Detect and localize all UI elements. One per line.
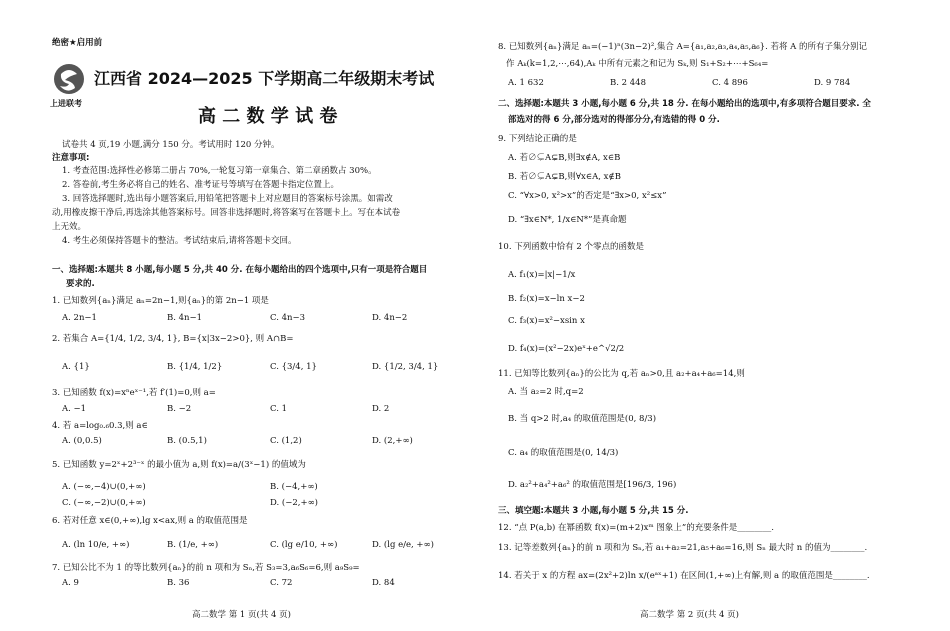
q14-stem: 14. 若关于 x 的方程 ax=(2x²+2)ln x/(eᵃˣ+1) 在区间(1,+∞)上有解,则 a 的取值范围是________. (498, 571, 870, 581)
q2-option-a: A. {1} (62, 362, 90, 372)
section-1-heading: 一、选择题:本题共 8 小题,每小题 5 分,共 40 分. 在每小题给出的四个选项中,只有一项是符合题目 (52, 265, 428, 275)
section-1-heading-cont: 要求的. (66, 279, 95, 289)
q6-option-a: A. (ln 10/e, +∞) (62, 540, 130, 550)
notice-1: 1. 考查范围:选择性必修第二册占 70%,一轮复习第一章集合、第二章函数占 30%。 (62, 166, 377, 176)
notice-3a: 3. 回答选择题时,选出每小题答案后,用铅笔把答题卡上对应题目的答案标号涂黑。如需改 (62, 194, 393, 204)
notice-4: 4. 考生必须保持答题卡的整洁。考试结束后,请将答题卡交回。 (62, 236, 297, 246)
secret-label: 绝密★启用前 (52, 38, 103, 48)
q7-stem: 7. 已知公比不为 1 的等比数列{aₙ}的前 n 项和为 Sₙ,若 S₃=3,a₆S₆=6,则 a₉S₉= (52, 563, 360, 573)
q10-option-c: C. f₃(x)=x²−xsin x (508, 316, 585, 326)
q11-option-a: A. 当 a₂=2 时,q=2 (508, 387, 584, 397)
q1-stem: 1. 已知数列{aₙ}满足 aₙ=2n−1,则{aₙ}的第 2n−1 项是 (52, 296, 269, 306)
q1-option-b: B. 4n−1 (167, 313, 203, 323)
q9-option-a: A. 若∅⊊A⊊B,则∃x∉A, x∈B (508, 153, 621, 163)
exam-info: 试卷共 4 页,19 小题,满分 150 分。考试用时 120 分钟。 (62, 140, 280, 150)
q11-option-d: D. a₂²+a₄²+a₆² 的取值范围是[196/3, 196) (508, 480, 677, 490)
q8-option-c: C. 4 896 (712, 78, 748, 88)
q5-option-c: C. (−∞,−2)∪(0,+∞) (62, 498, 146, 508)
notice-3b: 动,用橡皮擦干净后,再选涂其他答案标号。回答非选择题时,将答案写在答题卡上。写在本试卷 (52, 208, 401, 218)
q5-option-d: D. (−2,+∞) (270, 498, 318, 508)
q3-option-c: C. 1 (270, 404, 288, 414)
q13-stem: 13. 记等差数列{aₙ}的前 n 项和为 Sₙ,若 a₁+a₂=21,a₅+a₆=16,则 Sₙ 最大时 n 的值为________. (498, 543, 868, 553)
q3-option-a: A. −1 (62, 404, 87, 414)
q2-stem: 2. 若集合 A={1/4, 1/2, 3/4, 1}, B={x|3x−2>0}, 则 A∩B= (52, 334, 294, 344)
q4-option-c: C. (1,2) (270, 436, 302, 446)
q4-option-b: B. (0.5,1) (167, 436, 207, 446)
q1-option-d: D. 4n−2 (372, 313, 408, 323)
q12-stem: 12. “点 P(a,b) 在幂函数 f(x)=(m+2)xᵐ 图象上”的充要条件是________. (498, 523, 774, 533)
q1-option-a: A. 2n−1 (62, 313, 97, 323)
q8-option-a: A. 1 632 (508, 78, 544, 88)
notice-title: 注意事项: (52, 153, 90, 163)
q4-stem: 4. 若 a=log₀.₆0.3,则 a∈ (52, 421, 148, 431)
section-2-heading-cont: 部选对的得 6 分,部分选对的得部分分,有选错的得 0 分. (508, 115, 720, 125)
q3-stem: 3. 已知函数 f(x)=xⁿeˣ⁻¹,若 f′(1)=0,则 a= (52, 388, 216, 398)
q6-option-b: B. (1/e, +∞) (167, 540, 219, 550)
q8-stem-a: 8. 已知数列{aₙ}满足 aₙ=(−1)ⁿ(3n−2)²,集合 A={a₁,a₂,a₃,a₄,a₅,a₆}. 若将 A 的所有子集分别记 (498, 42, 868, 52)
q7-option-d: D. 84 (372, 578, 395, 588)
notice-2: 2. 答卷前,考生务必将自己的姓名、准考证号等填写在答题卡指定位置上。 (62, 180, 340, 190)
q8-stem-b: 作 Aₖ(k=1,2,⋯,64),Aₖ 中所有元素之和记为 Sₖ,则 S₁+S₂+⋯+S₆₄= (506, 59, 769, 69)
q5-option-b: B. (−4,+∞) (270, 482, 318, 492)
q10-stem: 10. 下列函数中恰有 2 个零点的函数是 (498, 242, 645, 252)
q3-option-d: D. 2 (372, 404, 390, 414)
q3-option-b: B. −2 (167, 404, 192, 414)
q4-option-d: D. (2,+∞) (372, 436, 413, 446)
q9-stem: 9. 下列结论正确的是 (498, 134, 577, 144)
q5-stem: 5. 已知函数 y=2ˣ+2³⁻ˣ 的最小值为 a,则 f(x)=a/(3ˣ−1) 的值域为 (52, 460, 306, 470)
q4-option-a: A. (0,0.5) (62, 436, 102, 446)
page-footer-right: 高二数学 第 2 页(共 4 页) (640, 610, 739, 620)
q1-option-c: C. 4n−3 (270, 313, 306, 323)
q8-option-d: D. 9 784 (814, 78, 851, 88)
q11-option-b: B. 当 q>2 时,a₄ 的取值范围是(0, 8/3) (508, 414, 657, 424)
section-3-heading: 三、填空题:本题共 3 小题,每小题 5 分,共 15 分. (498, 506, 689, 516)
logo-icon (52, 62, 86, 108)
q11-stem: 11. 已知等比数列{aₙ}的公比为 q,若 aₙ>0,且 a₂+a₄+a₆=14,则 (498, 369, 745, 379)
q11-option-c: C. a₄ 的取值范围是(0, 14/3) (508, 448, 619, 458)
q2-option-d: D. {1/2, 3/4, 1} (372, 362, 439, 372)
q9-option-b: B. 若∅⊊A⊊B,则∀x∈A, x∉B (508, 172, 621, 182)
logo-text: 上进联考 (50, 99, 82, 108)
page-footer-left: 高二数学 第 1 页(共 4 页) (192, 610, 291, 620)
q6-option-c: C. (lg e/10, +∞) (270, 540, 338, 550)
q9-option-c: C. “∀x>0, x²>x”的否定是“∃x>0, x²≤x” (508, 191, 667, 201)
q5-option-a: A. (−∞,−4)∪(0,+∞) (62, 482, 146, 492)
section-2-heading: 二、选择题:本题共 3 小题,每小题 6 分,共 18 分. 在每小题给出的选项中,有多项符合题目要求. 全 (498, 99, 871, 109)
q10-option-d: D. f₄(x)=(x²−2x)eˣ+e^√2/2 (508, 344, 625, 354)
q10-option-a: A. f₁(x)=|x|−1/x (508, 270, 576, 280)
paper-title: 高 二 数 学 试 卷 (198, 106, 338, 127)
q9-option-d: D. “∃x∈N*, 1/x∈N*”是真命题 (508, 215, 627, 225)
q2-option-c: C. {3/4, 1} (270, 362, 317, 372)
q7-option-a: A. 9 (62, 578, 79, 588)
exam-title: 江西省 2024—2025 下学期高二年级期末考试 (94, 69, 435, 88)
q8-option-b: B. 2 448 (610, 78, 646, 88)
q2-option-b: B. {1/4, 1/2} (167, 362, 223, 372)
q6-stem: 6. 若对任意 x∈(0,+∞),lg x<ax,则 a 的取值范围是 (52, 516, 248, 526)
q7-option-b: B. 36 (167, 578, 190, 588)
q6-option-d: D. (lg e/e, +∞) (372, 540, 434, 550)
notice-3c: 上无效。 (52, 222, 87, 232)
q7-option-c: C. 72 (270, 578, 293, 588)
q10-option-b: B. f₂(x)=x−ln x−2 (508, 294, 585, 304)
